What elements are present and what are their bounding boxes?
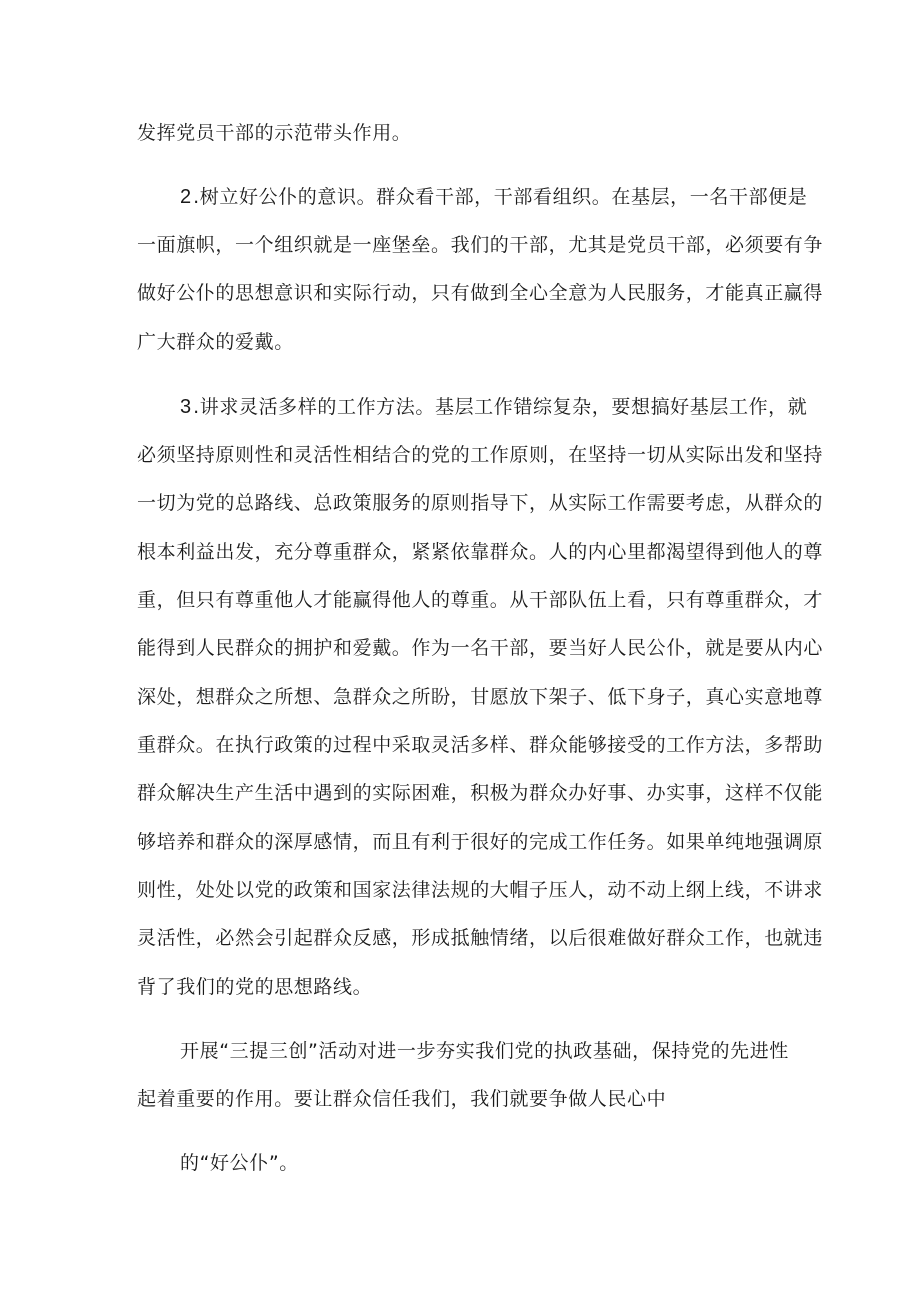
paragraph-line: 一面旗帜，一个组织就是一座堡垒。我们的干部，尤其是党员干部，必须要有争 [137, 234, 824, 256]
paragraph-line: 发挥党员干部的示范带头作用。 [137, 122, 412, 144]
list-number: 3 [180, 396, 194, 418]
paragraph-line: 深处，想群众之所想、急群众之所盼，甘愿放下架子、低下身子，真心实意地尊 [137, 686, 824, 708]
paragraph-text: .讲求灵活多样的工作方法。基层工作错综复杂，要想搞好基层工作，就 [193, 396, 808, 418]
paragraph-line: 开展“三提三创”活动对进一步夯实我们党的执政基础，保持党的先进性 [180, 1040, 789, 1062]
paragraph-line: 广大群众的爱戴。 [137, 331, 294, 353]
paragraph-line [180, 185, 807, 209]
paragraph-line: 能得到人民群众的拥护和爱戴。作为一名干部，要当好人民公仆，就是要从内心 [137, 637, 824, 659]
paragraph-line [180, 395, 807, 419]
paragraph-line: 一切为党的总路线、总政策服务的原则指导下，从实际工作需要考虑，从群众的 [137, 492, 824, 514]
paragraph-line: 够培养和群众的深厚感情，而且有利于很好的完成工作任务。如果单纯地强调原 [137, 831, 824, 853]
paragraph-line: 的“好公仆”。 [180, 1152, 299, 1174]
paragraph-line: 做好公仆的思想意识和实际行动，只有做到全心全意为人民服务，才能真正赢得 [137, 282, 824, 304]
paragraph-line: 灵活性，必然会引起群众反感，形成抵触情绪，以后很难做好群众工作，也就违 [137, 927, 824, 949]
paragraph-text: .树立好公仆的意识。群众看干部，干部看组织。在基层，一名干部便是 [193, 186, 808, 208]
paragraph-line: 则性，处处以党的政策和国家法律法规的大帽子压人，动不动上纲上线，不讲求 [137, 879, 824, 901]
paragraph-line: 必须坚持原则性和灵活性相结合的党的工作原则，在坚持一切从实际出发和坚持 [137, 444, 824, 466]
paragraph-line: 群众解决生产生活中遇到的实际困难，积极为群众办好事、办实事，这样不仅能 [137, 782, 824, 804]
paragraph-line: 重，但只有尊重他人才能赢得他人的尊重。从干部队伍上看，只有尊重群众，才 [137, 589, 824, 611]
paragraph-line: 起着重要的作用。要让群众信任我们，我们就要争做人民心中 [137, 1088, 667, 1110]
paragraph-line: 背了我们的党的思想路线。 [137, 976, 373, 998]
list-number: 2 [180, 186, 194, 208]
paragraph-line: 根本利益出发，充分尊重群众，紧紧依靠群众。人的内心里都渴望得到他人的尊 [137, 541, 824, 563]
paragraph-line: 重群众。在执行政策的过程中采取灵活多样、群众能够接受的工作方法，多帮助 [137, 734, 824, 756]
